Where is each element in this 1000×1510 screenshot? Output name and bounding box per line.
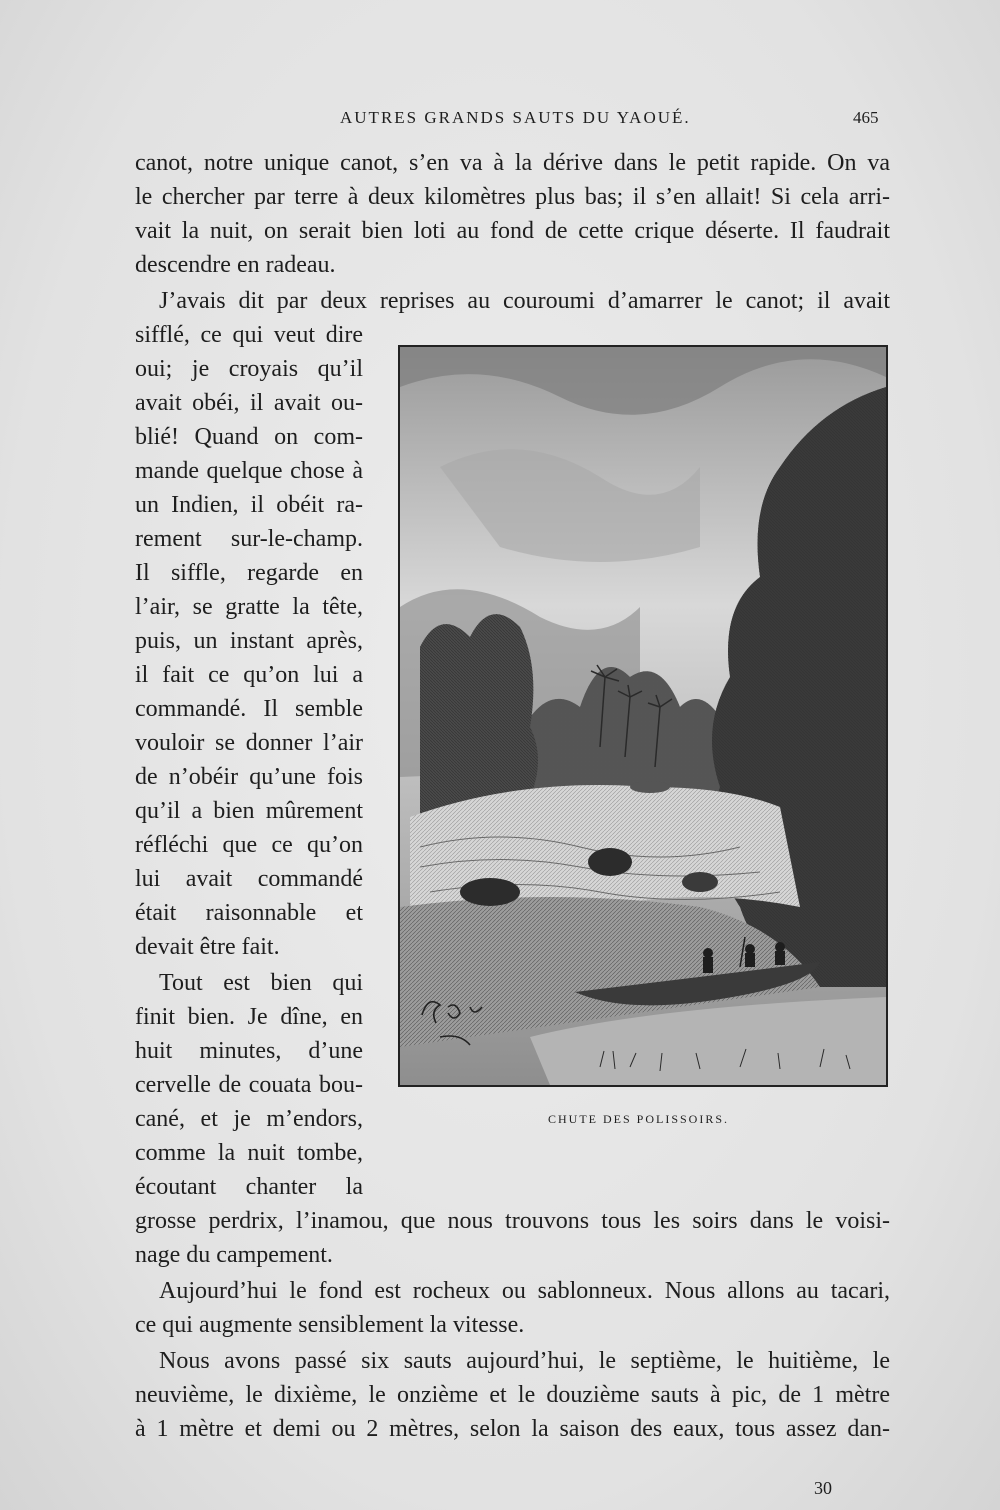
text-line: descendre en radeau. <box>135 252 336 278</box>
text-line: rement sur-le-champ. <box>135 526 363 552</box>
text-line: ce qui augmente sensiblement la vitesse. <box>135 1312 525 1338</box>
text-line: avait obéi, il avait ou- <box>135 390 363 416</box>
text-line: Aujourd’hui le fond est rocheux ou sablonneux. Nous allons au tacari, <box>159 1278 890 1304</box>
text-line: écoutant chanter la <box>135 1174 363 1200</box>
text-line: le chercher par terre à deux kilomètres plus bas; il s’en allait! Si cela arri- <box>135 184 890 210</box>
text-line: J’avais dit par deux reprises au couroumi d’amarrer le canot; il avait <box>159 288 890 314</box>
text-line: à 1 mètre et demi ou 2 mètres, selon la saison des eaux, tous assez dan- <box>135 1416 890 1442</box>
text-line: un Indien, il obéit ra- <box>135 492 363 518</box>
text-line: Nous avons passé six sauts aujourd’hui, le septième, le huitième, le <box>159 1348 890 1374</box>
text-line: puis, un instant après, <box>135 628 363 654</box>
text-line: grosse perdrix, l’inamou, que nous trouvons tous les soirs dans le voisi- <box>135 1208 890 1234</box>
text-line: neuvième, le dixième, le onzième et le douzième sauts à pic, de 1 mètre <box>135 1382 890 1408</box>
text-line: était raisonnable et <box>135 900 363 926</box>
text-line: cané, et je m’endors, <box>135 1106 363 1132</box>
text-line: Tout est bien qui <box>159 970 363 996</box>
text-line: finit bien. Je dîne, en <box>135 1004 363 1030</box>
text-line: blié! Quand on com- <box>135 424 363 450</box>
running-title: AUTRES GRANDS SAUTS DU YAOUÉ. <box>340 108 691 127</box>
text-line: vait la nuit, on serait bien loti au fond de cette crique déserte. Il faudrait <box>135 218 890 244</box>
text-line: oui; je croyais qu’il <box>135 356 363 382</box>
signature-mark: 30 <box>814 1478 832 1498</box>
figure-caption: CHUTE DES POLISSOIRS. <box>548 1112 730 1126</box>
engraving-illustration <box>398 345 888 1087</box>
page-number: 465 <box>853 108 879 127</box>
text-line: il fait ce qu’on lui a <box>135 662 363 688</box>
text-line: de n’obéir qu’une fois <box>135 764 363 790</box>
text-line: canot, notre unique canot, s’en va à la dérive dans le petit rapide. On va <box>135 150 890 176</box>
text-line: comme la nuit tombe, <box>135 1140 363 1166</box>
text-line: réfléchi que ce qu’on <box>135 832 363 858</box>
text-line: huit minutes, d’une <box>135 1038 363 1064</box>
text-line: cervelle de couata bou- <box>135 1072 363 1098</box>
text-line: l’air, se gratte la tête, <box>135 594 363 620</box>
text-line: Il siffle, regarde en <box>135 560 363 586</box>
text-line: nage du campement. <box>135 1242 333 1268</box>
text-line: devait être fait. <box>135 934 280 960</box>
text-line: vouloir se donner l’air <box>135 730 363 756</box>
text-line: qu’il a bien mûrement <box>135 798 363 824</box>
text-line: lui avait commandé <box>135 866 363 892</box>
waterfall-engraving <box>400 347 886 1085</box>
text-line: mande quelque chose à <box>135 458 363 484</box>
text-line: sifflé, ce qui veut dire <box>135 322 363 348</box>
text-line: commandé. Il semble <box>135 696 363 722</box>
